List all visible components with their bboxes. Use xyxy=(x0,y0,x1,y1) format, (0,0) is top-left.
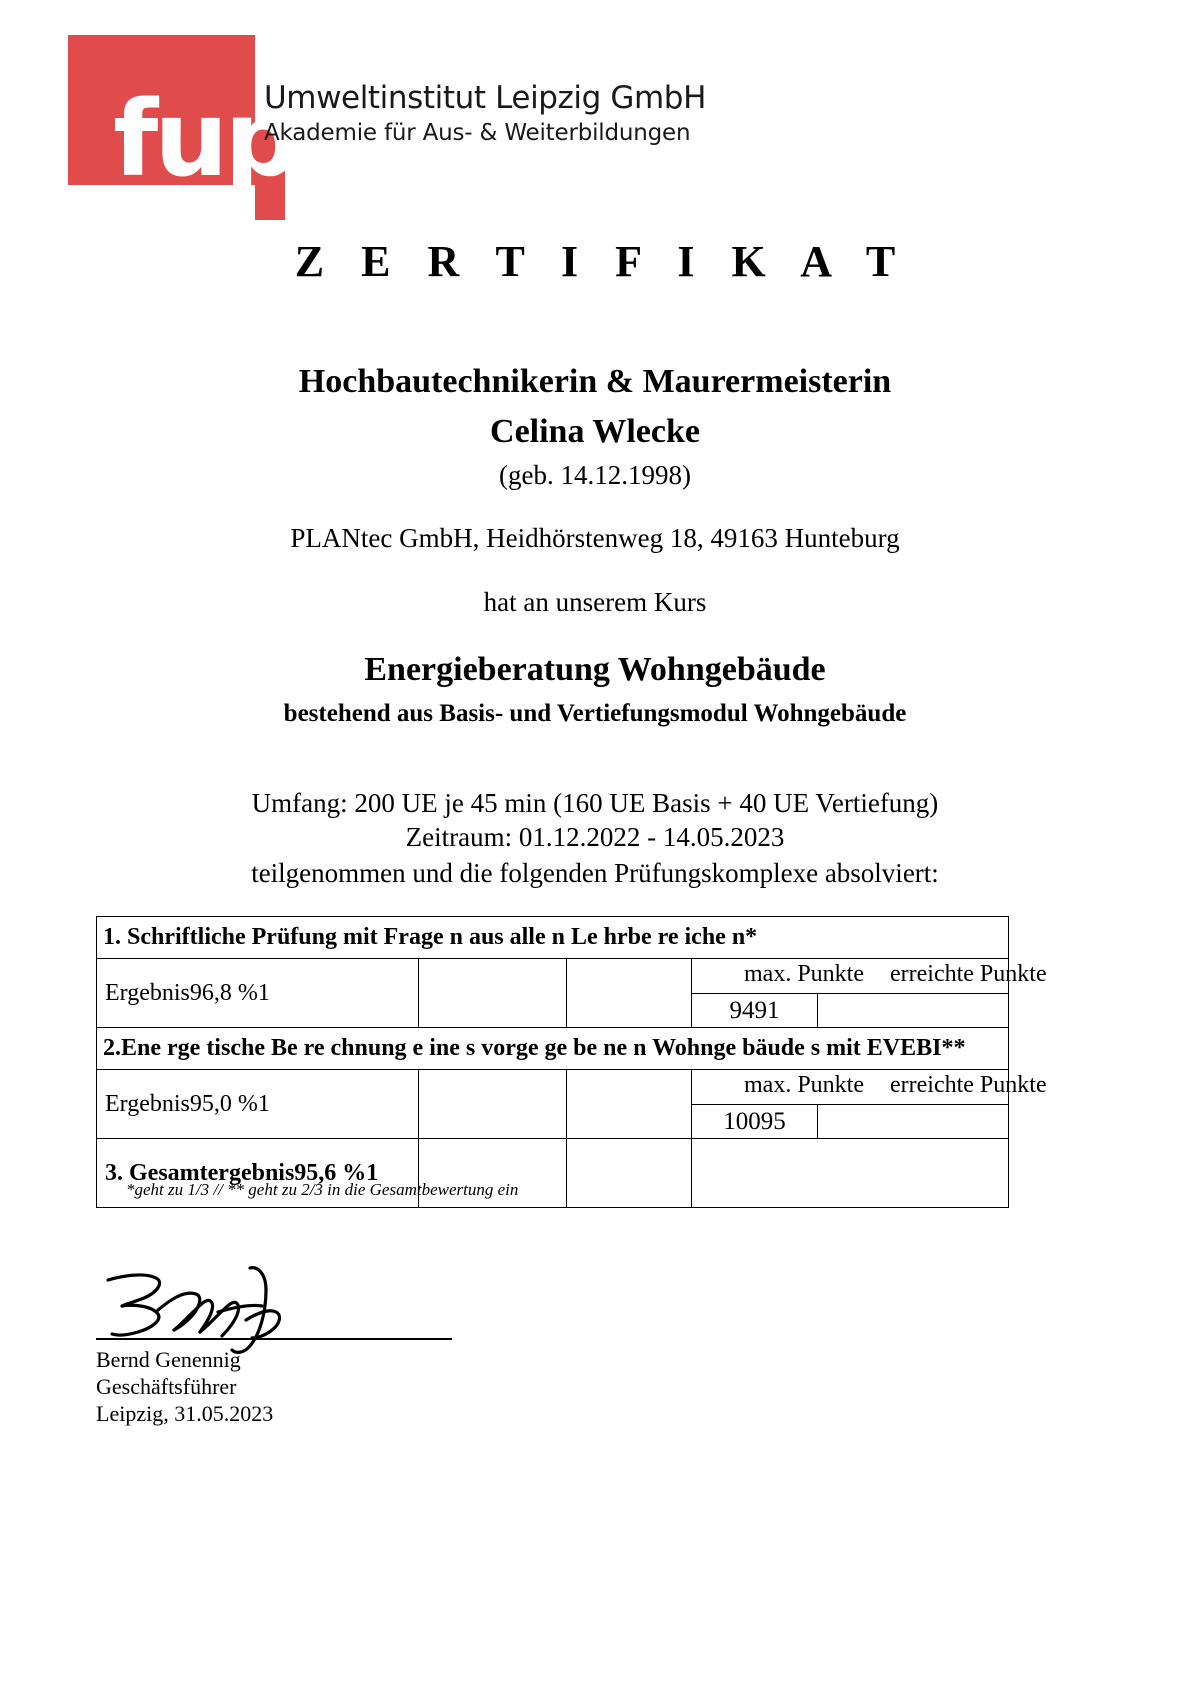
recipient-name: Celina Wlecke xyxy=(490,413,700,450)
results-footnote: *geht zu 1/3 // ** geht zu 2/3 in die Gesamtbewertung ein xyxy=(126,1180,519,1199)
section2-points-cell xyxy=(692,1070,1047,1139)
section1-spacer-b xyxy=(567,959,692,1028)
section1-points-values xyxy=(692,993,1008,1028)
section1-points-labels xyxy=(692,959,1047,993)
recipient-role: Hochbautechnikerin & Maurermeisterin xyxy=(298,363,892,400)
section2-spacer-b xyxy=(567,1070,692,1139)
logo-text-block xyxy=(264,79,706,149)
signer-name: Bernd Genennig xyxy=(96,1347,241,1372)
table-row xyxy=(97,1070,1009,1139)
section2-earned-points-label: erreichte Punkte xyxy=(890,1072,1047,1098)
signer-place-date: Leipzig, 31.05.2023 xyxy=(96,1401,274,1426)
course-subtitle: bestehend aus Basis- und Vertiefungsmodul Wohngebäude xyxy=(283,700,907,727)
section1-spacer-a xyxy=(419,959,567,1028)
section2-max-points-label: max. Punkte xyxy=(744,1072,864,1098)
company-logo xyxy=(68,35,706,200)
signer-details xyxy=(96,1346,273,1427)
section1-earned-points-label: erreichte Punkte xyxy=(890,961,1047,987)
course-scope: Umfang: 200 UE je 45 min (160 UE Basis + 40 UE Vertiefung) xyxy=(251,788,939,818)
section1-max-points-label: max. Punkte xyxy=(744,961,864,987)
section2-points-labels xyxy=(692,1070,1047,1104)
completion-statement: teilgenommen und die folgenden Prüfungskomplexe absolviert: xyxy=(251,858,939,888)
table-row xyxy=(97,1028,1009,1070)
logo-wordmark: fup xyxy=(113,78,295,200)
recipient-company-address: PLANtec GmbH, Heidhörstenweg 18, 49163 Hunteburg xyxy=(290,523,900,553)
document-title: Z E R T I F I K A T xyxy=(294,237,909,286)
section2-spacer-a xyxy=(419,1070,567,1139)
section2-points-value: 10095 xyxy=(692,1105,818,1138)
section2-result: Ergebnis95,0 %1 xyxy=(97,1070,419,1139)
logo-company-tagline: Akademie für Aus- & Weiterbildungen xyxy=(264,120,691,146)
handwritten-signature-icon xyxy=(100,1250,320,1360)
section2-heading: 2.Ene rge tische Be re chnung e ine s vorge ge be ne n Wohnge bäude s mit EVEBI** xyxy=(97,1028,1009,1070)
section2-points-values xyxy=(692,1104,1008,1139)
section1-points-cell xyxy=(692,959,1047,1028)
logo-company-name: Umweltinstitut Leipzig GmbH xyxy=(264,80,706,116)
section3-spacer-c xyxy=(692,1139,1009,1208)
course-period: Zeitraum: 01.12.2022 - 14.05.2023 xyxy=(405,822,785,852)
signer-position: Geschäftsführer xyxy=(96,1374,237,1399)
section3-spacer-b xyxy=(567,1139,692,1208)
section1-points-value: 9491 xyxy=(692,994,818,1027)
attendance-statement: hat an unserem Kurs xyxy=(483,587,707,617)
table-row xyxy=(97,917,1009,959)
section1-heading: 1. Schriftliche Prüfung mit Frage n aus alle n Le hrbe re iche n* xyxy=(97,917,1009,959)
recipient-birthdate: (geb. 14.12.1998) xyxy=(499,460,691,490)
signature-line xyxy=(96,1338,452,1340)
section3-overall-result: 3. Gesamtergebnis95,6 %1 xyxy=(97,1139,419,1208)
exam-results-table xyxy=(96,916,1047,1208)
section1-result: Ergebnis96,8 %1 xyxy=(97,959,419,1028)
table-row xyxy=(97,959,1009,1028)
course-title: Energieberatung Wohngebäude xyxy=(364,651,826,688)
